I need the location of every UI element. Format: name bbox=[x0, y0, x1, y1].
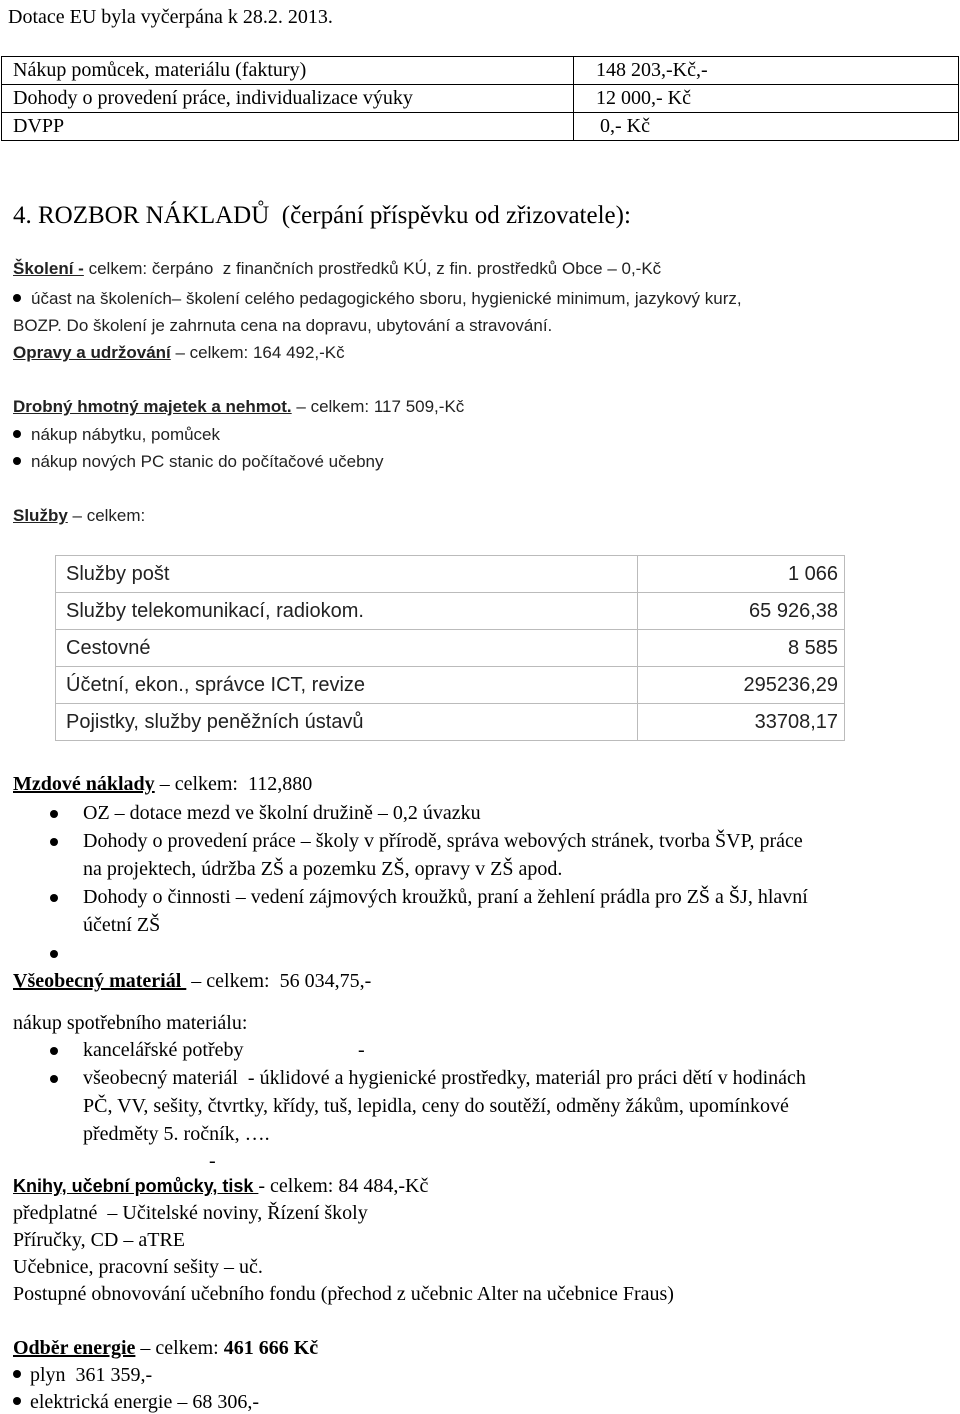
mzdove-item3-line2: účetní ZŠ bbox=[83, 914, 161, 936]
vseobecny-text: – celkem: 56 034,75,- bbox=[186, 970, 372, 992]
service-value: 33708,17 bbox=[638, 704, 845, 741]
services-table bbox=[55, 555, 845, 741]
service-label: Služby pošt bbox=[56, 556, 638, 593]
table-cell-label: DVPP bbox=[2, 113, 574, 141]
bullet-icon bbox=[13, 457, 21, 465]
odber-line bbox=[13, 1338, 318, 1358]
odber-title: Odběr energie bbox=[13, 1337, 136, 1359]
table-row bbox=[2, 85, 959, 113]
vseobecny-item2-line2: PČ, VV, sešity, čtvrtky, křídy, tuš, lepidla, ceny do soutěží, odměny žákům, upomínkové bbox=[83, 1095, 789, 1117]
sluzby-title: Služby bbox=[13, 506, 68, 525]
knihy-line2: Příručky, CD – aTRE bbox=[13, 1229, 186, 1251]
bullet-icon bbox=[13, 294, 21, 302]
bullet-icon bbox=[13, 430, 21, 438]
service-label: Pojistky, služby peněžních ústavů bbox=[56, 704, 638, 741]
odber-item: plyn 361 359,- bbox=[30, 1364, 153, 1386]
knihy-text: - celkem: 84 484,-Kč bbox=[258, 1175, 429, 1197]
service-label: Služby telekomunikací, radiokom. bbox=[56, 593, 638, 630]
table-row bbox=[56, 556, 845, 593]
drobny-line bbox=[13, 398, 464, 415]
header-note: Dotace EU byla vyčerpána k 28.2. 2013. bbox=[8, 6, 333, 28]
vseobecny-item2-line3: předměty 5. ročník, …. bbox=[83, 1123, 270, 1145]
table-row bbox=[2, 57, 959, 85]
odber-total: 461 666 Kč bbox=[223, 1337, 319, 1359]
service-value: 8 585 bbox=[638, 630, 845, 667]
drobny-title: Drobný hmotný majetek a nehmot. bbox=[13, 397, 292, 416]
bullet-icon bbox=[50, 1047, 58, 1055]
list-item bbox=[13, 1365, 152, 1385]
mzdove-item1: OZ – dotace mezd ve školní družině – 0,2 úvazku bbox=[83, 802, 481, 824]
table-cell-label: Dohody o provedení práce, individualizace výuky bbox=[2, 85, 574, 113]
skoleni-bullet-text: účast na školeních– školení celého pedagogického sboru, hygienické minimum, jazykový kurz, bbox=[31, 289, 742, 308]
skoleni-bullet-line1 bbox=[13, 290, 742, 307]
table-row bbox=[56, 667, 845, 704]
knihy-line4: Postupné obnovování učebního fondu (přechod z učebnic Alter na učebnice Fraus) bbox=[13, 1283, 674, 1305]
odber-item: elektrická energie – 68 306,- bbox=[30, 1391, 259, 1413]
drobny-item: nákup nových PC stanic do počítačové učebny bbox=[31, 452, 384, 471]
odber-text: – celkem: bbox=[135, 1337, 224, 1359]
opravy-text: – celkem: 164 492,-Kč bbox=[170, 343, 345, 362]
list-item bbox=[13, 453, 384, 470]
table-row bbox=[56, 630, 845, 667]
eu-subsidy-table bbox=[1, 56, 959, 141]
service-label: Účetní, ekon., správce ICT, revize bbox=[56, 667, 638, 704]
table-cell-label: Nákup pomůcek, materiálu (faktury) bbox=[2, 57, 574, 85]
knihy-title: Knihy, učební pomůcky, tisk bbox=[13, 1176, 259, 1196]
sluzby-text: – celkem: bbox=[67, 506, 146, 525]
mzdove-item2-line1: Dohody o provedení práce – školy v přírodě, správa webových stránek, tvorba ŠVP, práce bbox=[83, 830, 803, 852]
drobny-item: nákup nábytku, pomůcek bbox=[31, 425, 221, 444]
table-cell-value: 12 000,- Kč bbox=[574, 85, 959, 113]
vseobecny-line bbox=[13, 971, 371, 991]
section-heading: 4. ROZBOR NÁKLADŮ (čerpání příspěvku od zřizovatele): bbox=[13, 202, 631, 229]
list-item bbox=[13, 1392, 259, 1412]
mzdove-item2-line2: na projektech, údržba ZŠ a pozemku ZŠ, opravy v ZŠ apod. bbox=[83, 858, 563, 880]
bullet-icon bbox=[50, 838, 58, 846]
vseobecny-title: Všeobecný materiál bbox=[13, 970, 187, 992]
table-row bbox=[2, 113, 959, 141]
table-cell-value: 148 203,-Kč,- bbox=[574, 57, 959, 85]
list-item bbox=[13, 426, 220, 443]
skoleni-text: celkem: čerpáno z finančních prostředků KÚ, z fin. prostředků Obce – 0,-Kč bbox=[83, 259, 662, 278]
knihy-line1: předplatné – Učitelské noviny, Řízení školy bbox=[13, 1202, 368, 1224]
knihy-line3: Učebnice, pracovní sešity – uč. bbox=[13, 1256, 263, 1278]
bullet-icon bbox=[50, 810, 58, 818]
bullet-icon bbox=[50, 950, 58, 958]
table-cell-value: 0,- Kč bbox=[574, 113, 959, 141]
knihy-line bbox=[13, 1176, 428, 1196]
mzdove-item3-line1: Dohody o činnosti – vedení zájmových kroužků, praní a žehlení prádla pro ZŠ a ŠJ, hlavní bbox=[83, 886, 808, 908]
mzdove-text: – celkem: 112,880 bbox=[154, 773, 313, 795]
vseobecny-item1-dash: - bbox=[358, 1039, 365, 1061]
vseobecny-intro: nákup spotřebního materiálu: bbox=[13, 1012, 248, 1034]
sluzby-line bbox=[13, 507, 145, 524]
vseobecny-item2-line1: všeobecný materiál - úklidové a hygienické prostředky, materiál pro práci dětí v hodinách bbox=[83, 1067, 806, 1089]
service-value: 295236,29 bbox=[638, 667, 845, 704]
table-row bbox=[56, 704, 845, 741]
skoleni-title: Školení - bbox=[13, 259, 84, 278]
table-row bbox=[56, 593, 845, 630]
mzdove-title: Mzdové náklady bbox=[13, 773, 155, 795]
bullet-icon bbox=[13, 1397, 21, 1405]
bullet-icon bbox=[50, 894, 58, 902]
skoleni-bullet-line2: BOZP. Do školení je zahrnuta cena na dopravu, ubytování a stravování. bbox=[13, 316, 553, 335]
mzdove-line bbox=[13, 774, 312, 794]
service-value: 1 066 bbox=[638, 556, 845, 593]
bullet-icon bbox=[13, 1370, 21, 1378]
opravy-title: Opravy a udržování bbox=[13, 343, 171, 362]
opravy-line bbox=[13, 344, 345, 361]
drobny-text: – celkem: 117 509,-Kč bbox=[291, 397, 465, 416]
bullet-icon bbox=[50, 1075, 58, 1083]
skoleni-line bbox=[13, 260, 661, 277]
vseobecny-trailing-dash: - bbox=[209, 1150, 216, 1172]
service-value: 65 926,38 bbox=[638, 593, 845, 630]
service-label: Cestovné bbox=[56, 630, 638, 667]
vseobecny-item1: kancelářské potřeby bbox=[83, 1039, 244, 1061]
